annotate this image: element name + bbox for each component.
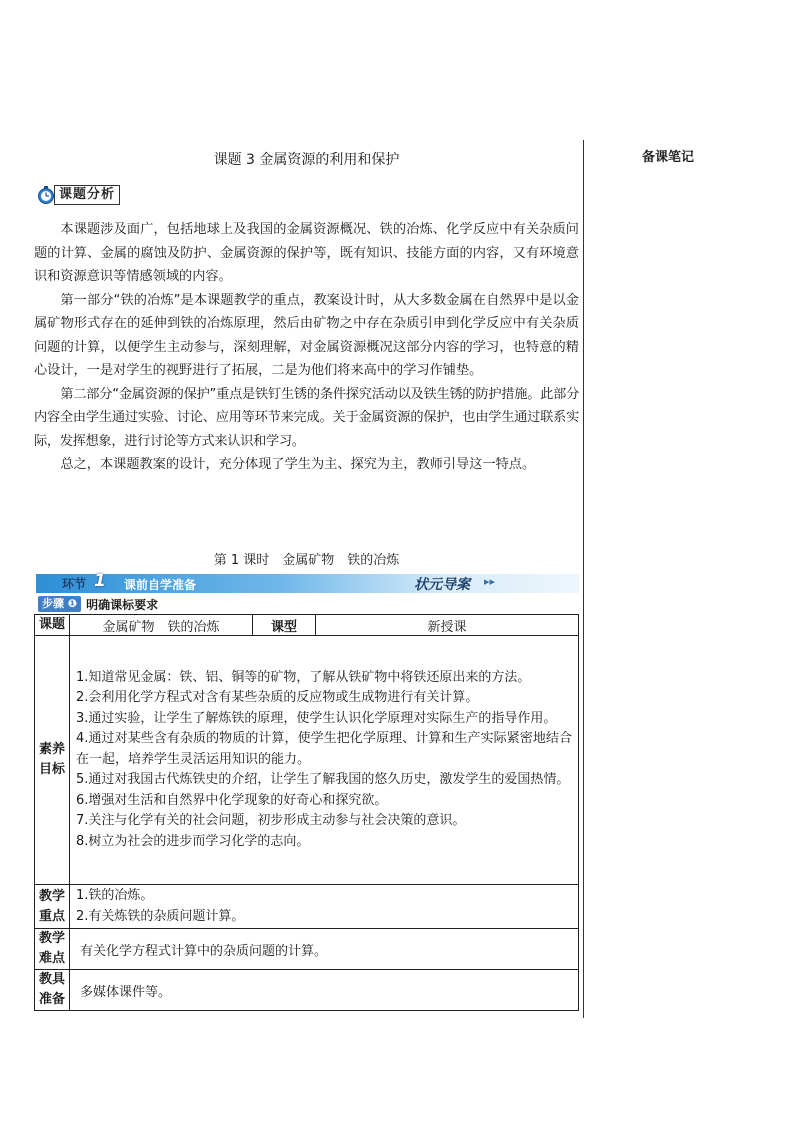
- notes-title: 备课笔记: [642, 150, 695, 165]
- stage-prefix: 环节: [62, 577, 87, 591]
- intro-paragraph: 总之，本课题教案的设计，充分体现了学生为主、探究为主，教师引导这一特点。: [60, 457, 536, 472]
- table-row: [35, 636, 579, 885]
- table-row: [35, 970, 579, 1011]
- key-points-header: 教学重点: [35, 885, 70, 929]
- goal-item: 2.会利用化学方程式对含有某些杂质的反应物或生成物进行有关计算。: [76, 690, 479, 706]
- tools-value: 多媒体课件等。: [70, 970, 579, 1011]
- type-value: 新授课: [316, 615, 579, 636]
- stage-label: 课前自学准备: [124, 578, 197, 592]
- stage-banner: [36, 571, 579, 593]
- double-arrow-icon: ▸▸: [484, 575, 496, 588]
- intro-paragraph: 第二部分“金属资源的保护”重点是铁钉生锈的条件探究活动以及铁生锈的防护措施。此部分内容全由学生通过实验、讨论、应用等环节来完成。关于金属资源的保护，也由学生通过联系实际，发挥想象，进行讨论等方式来认识和学习。: [34, 386, 579, 449]
- key-point-item: 2.有关炼铁的杂质问题计算。: [76, 908, 245, 924]
- curriculum-table: [34, 614, 579, 1011]
- goal-item: 1.知道常见金属：铁、铝、铜等的矿物，了解从铁矿物中将铁还原出来的方法。: [76, 669, 531, 685]
- step-label: 明确课标要求: [86, 597, 159, 612]
- key-point-item: 1.铁的冶炼。: [76, 888, 154, 903]
- goal-item: 7.关注与化学有关的社会问题，初步形成主动参与社会决策的意识。: [76, 813, 466, 829]
- topic-value: 金属矿物 铁的冶炼: [70, 615, 253, 636]
- table-row: [35, 885, 579, 929]
- key-points-cell: [70, 885, 579, 929]
- intro-paragraph: 本课题涉及面广，包括地球上及我国的金属资源概况、铁的冶炼、化学反应中有关杂质问题的计算、金属的腐蚀及防护、金属资源的保护等，既有知识、技能方面的内容，又有环境意识和资源意识等情感领域的内容。: [34, 222, 579, 284]
- intro-text: [34, 218, 579, 477]
- difficulty-header: 教学难点: [35, 929, 70, 970]
- goal-item: 5.通过对我国古代炼铁史的介绍，让学生了解我国的悠久历史，激发学生的爱国热情。: [76, 772, 570, 788]
- goals-cell: [70, 636, 579, 885]
- tools-header: 教具准备: [35, 970, 70, 1011]
- goal-item: 8.树立为社会的进步而学习化学的志向。: [76, 833, 310, 849]
- lesson-title: 第 1 课时 金属矿物 铁的冶炼: [213, 553, 400, 568]
- stage-guide-title: 状元导案: [414, 577, 470, 593]
- topic-header: 课题: [35, 615, 70, 636]
- page-title: 课题 3 金属资源的利用和保护: [213, 152, 400, 168]
- clock-icon: [36, 185, 58, 205]
- table-row: [35, 615, 579, 636]
- step-number: 步骤 ❶: [38, 596, 81, 612]
- step-badge: [38, 596, 158, 612]
- stage-number: 1: [94, 571, 106, 591]
- analysis-label: 课题分析: [54, 185, 120, 205]
- goal-item: 6.增强对生活和自然界中化学现象的好奇心和探究欲。: [76, 792, 388, 808]
- goal-item: 3.通过实验，让学生了解炼铁的原理，使学生认识化学原理对实际生产的指导作用。: [76, 710, 557, 726]
- table-row: [35, 929, 579, 970]
- difficulty-value: 有关化学方程式计算中的杂质问题的计算。: [70, 929, 579, 970]
- intro-paragraph: 第一部分“铁的冶炼”是本课题教学的重点，教案设计时，从大多数金属在自然界中是以金属矿物形式存在的延伸到铁的冶炼原理，然后由矿物之中存在杂质引申到化学反应中有关杂质问题的计算，以便学生主动参与，深刻理解，对金属资源概况这部分内容的学习，也特意的精心设计，一是对学生的视野进行了拓展，二是为他们将来高中的学习作铺垫。: [34, 292, 579, 378]
- analysis-badge: [36, 185, 120, 205]
- goals-header: 素养目标: [35, 636, 70, 885]
- notes-column-divider: [583, 140, 584, 1018]
- type-header: 课型: [253, 615, 316, 636]
- goal-item: 4.通过对某些含有杂质的物质的计算，使学生把化学原理、计算和生产实际紧密地结合在一起，培养学生灵活运用知识的能力。: [76, 731, 572, 767]
